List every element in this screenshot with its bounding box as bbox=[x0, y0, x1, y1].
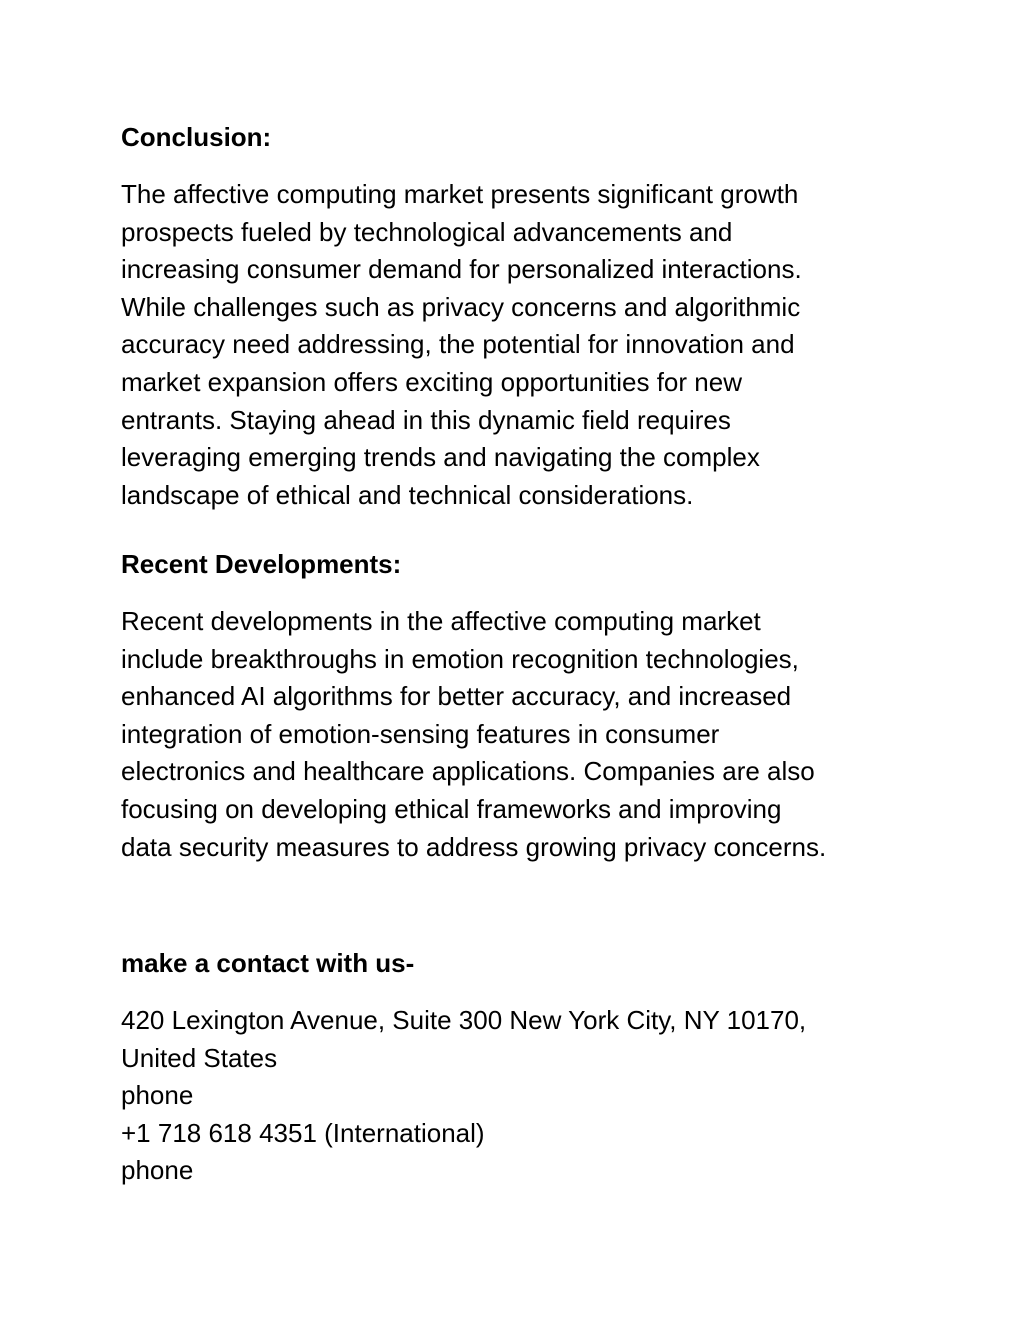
recent-developments-heading: Recent Developments: bbox=[121, 549, 402, 579]
paragraph-line: focusing on developing ethical frameworks and improving bbox=[121, 793, 782, 824]
paragraph-line: enhanced AI algorithms for better accuracy, and increased bbox=[121, 681, 792, 712]
contact-details bbox=[121, 1002, 806, 1190]
contact-address-line: 420 Lexington Avenue, Suite 300 New York City, NY 10170, bbox=[121, 1005, 807, 1035]
paragraph-line: landscape of ethical and technical considerations. bbox=[121, 479, 694, 510]
paragraph-line: include breakthroughs in emotion recognition technologies, bbox=[121, 643, 799, 674]
paragraph-line: Recent developments in the affective computing market bbox=[121, 606, 761, 636]
contact-country-line: United States bbox=[121, 1042, 278, 1073]
paragraph-line: leveraging emerging trends and navigating the complex bbox=[121, 442, 760, 473]
contact-phone-label: phone bbox=[121, 1080, 194, 1111]
paragraph-line: increasing consumer demand for personalized interactions. bbox=[121, 254, 802, 285]
conclusion-heading: Conclusion: bbox=[121, 122, 272, 152]
paragraph-line: accuracy need addressing, the potential for innovation and bbox=[121, 329, 795, 360]
paragraph-line: electronics and healthcare applications. Companies are also bbox=[121, 756, 815, 787]
contact-phone-number: +1 718 618 4351 (International) bbox=[121, 1117, 485, 1148]
contact-heading: make a contact with us- bbox=[121, 948, 415, 978]
conclusion-paragraph bbox=[121, 176, 802, 514]
paragraph-line: The affective computing market presents significant growth bbox=[121, 179, 799, 209]
paragraph-line: While challenges such as privacy concerns and algorithmic bbox=[121, 291, 801, 322]
paragraph-line: entrants. Staying ahead in this dynamic field requires bbox=[121, 404, 731, 435]
paragraph-line: prospects fueled by technological advancements and bbox=[121, 216, 733, 247]
paragraph-line: data security measures to address growing privacy concerns. bbox=[121, 831, 827, 862]
paragraph-line: integration of emotion-sensing features in consumer bbox=[121, 718, 720, 749]
paragraph-line: market expansion offers exciting opportunities for new bbox=[121, 366, 742, 397]
contact-phone-label: phone bbox=[121, 1155, 194, 1186]
recent-developments-paragraph bbox=[121, 603, 826, 866]
